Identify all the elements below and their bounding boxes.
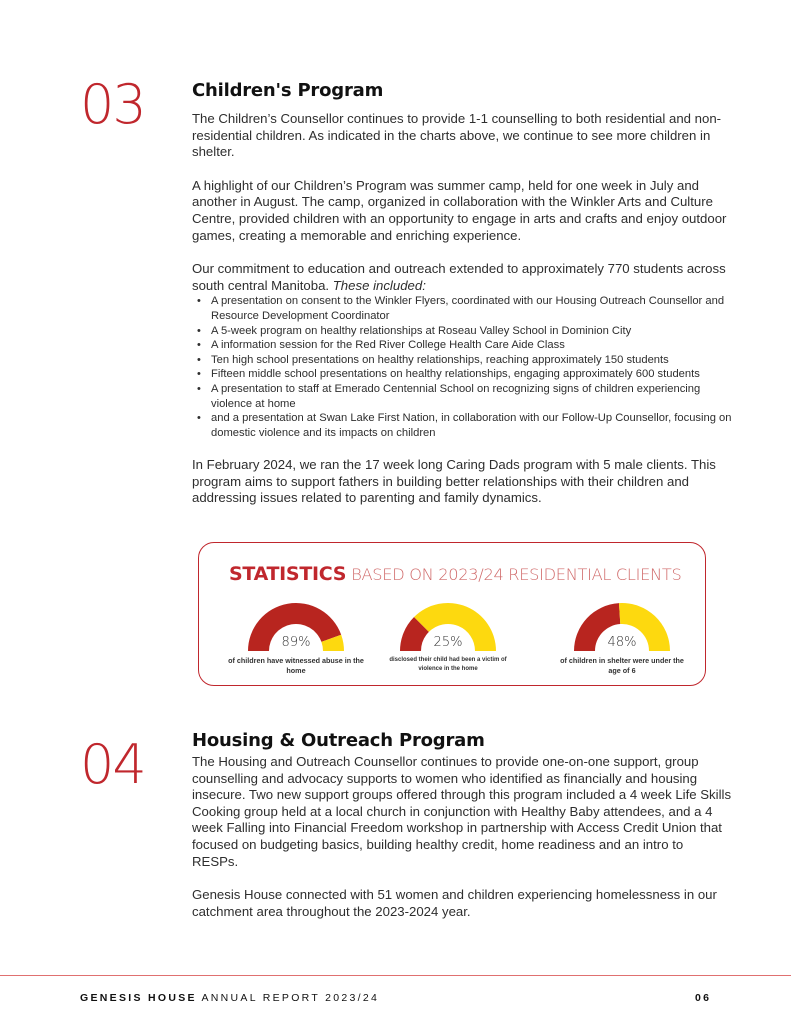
list-item: • and a presentation at Swan Lake First Nation, in collaboration with our Follow-Up Counsellor, focusing on domestic violence and its impacts on children [205, 411, 732, 440]
footer-report: ANNUAL REPORT 2023/24 [196, 992, 380, 1004]
gauge-value-label: 25% [433, 635, 463, 650]
list-item: • Ten high school presentations on healthy relationships, reaching approximately 150 students [205, 353, 732, 368]
gauge-caption: disclosed their child had been a victim of violence in the home [389, 657, 507, 672]
section-title: Housing & Outreach Program [192, 730, 485, 751]
section-number-03: 03 [80, 73, 145, 136]
gauge-victim-violence [373, 601, 523, 673]
gauge-value-label: 48% [607, 635, 637, 650]
gauge-witnessed-abuse [221, 601, 371, 675]
statistics-title-strong: STATISTICS [229, 563, 347, 585]
list-item: • A information session for the Red River College Health Care Aide Class [205, 338, 732, 353]
housing-outreach-section [192, 730, 732, 920]
paragraph: In February 2024, we ran the 17 week long Caring Dads program with 5 male clients. This program aims to support fathers in building better relationships with their children and addressing issues related to parenting and family dynamics. [192, 457, 716, 506]
paragraph: The Housing and Outreach Counsellor continues to provide one-on-one support, group counselling and advocacy supports to women who identified as financially and housing insecure. Two new support groups offered through this program included a 4 week Life Skills Cooking group held at a local church in conjunction with Healthy Baby attendees, and a 4 week Falling into Financial Freedom workshop in partnership with Access Credit Union that focused on budgeting basics, building healthy credit, home readiness and an intro to RESPs. [192, 754, 732, 869]
footer-org: GENESIS HOUSE [80, 992, 197, 1004]
list-item: • A 5-week program on healthy relationships at Roseau Valley School in Dominion City [205, 324, 732, 339]
outreach-list [192, 294, 732, 440]
outreach-intro-text: Our commitment to education and outreach extended to approximately 770 students across south central Manitoba. [192, 261, 726, 293]
outreach-intro [192, 261, 732, 294]
section-number-04: 04 [80, 733, 145, 796]
childrens-program-section [192, 80, 732, 507]
gauge-value-label: 89% [281, 635, 311, 650]
outreach-intro-italic: These included: [332, 277, 426, 293]
page-number: 06 [695, 992, 712, 1004]
gauge-caption: of children have witnessed abuse in the home [228, 656, 364, 675]
footer-divider [0, 975, 791, 976]
paragraph: A highlight of our Children’s Program was summer camp, held for one week in July and another in August. The camp, organized in collaboration with the Winkler Arts and Culture Centre, provided children with an opportunity to engage in arts and crafts and enjoy outdoor games, creating a memorable and enriching experience. [192, 177, 727, 243]
gauge-caption: of children in shelter were under the age of 6 [560, 656, 684, 675]
list-item: • Fifteen middle school presentations on healthy relationships, engaging approximately 600 students [205, 367, 732, 382]
paragraph: Genesis House connected with 51 women and children experiencing homelessness in our catchment area throughout the 2023-2024 year. [192, 887, 717, 919]
section-title: Children's Program [192, 80, 384, 101]
statistics-title-light: BASED ON 2023/24 RESIDENTIAL CLIENTS [351, 565, 682, 584]
paragraph: The Children’s Counsellor continues to provide 1-1 counselling to both residential and non-residential children. As indicated in the charts above, we continue to see more children in shelter. [192, 111, 722, 160]
footer-title [80, 992, 379, 1004]
list-item: • A presentation to staff at Emerado Centennial School on recognizing signs of children experiencing violence at home [205, 382, 732, 411]
list-item: • A presentation on consent to the Winkler Flyers, coordinated with our Housing Outreach Counsellor and Resource Development Coordinator [205, 294, 732, 323]
statistics-title [229, 563, 681, 585]
statistics-panel [198, 542, 706, 686]
gauge-under-age-6 [547, 601, 697, 675]
